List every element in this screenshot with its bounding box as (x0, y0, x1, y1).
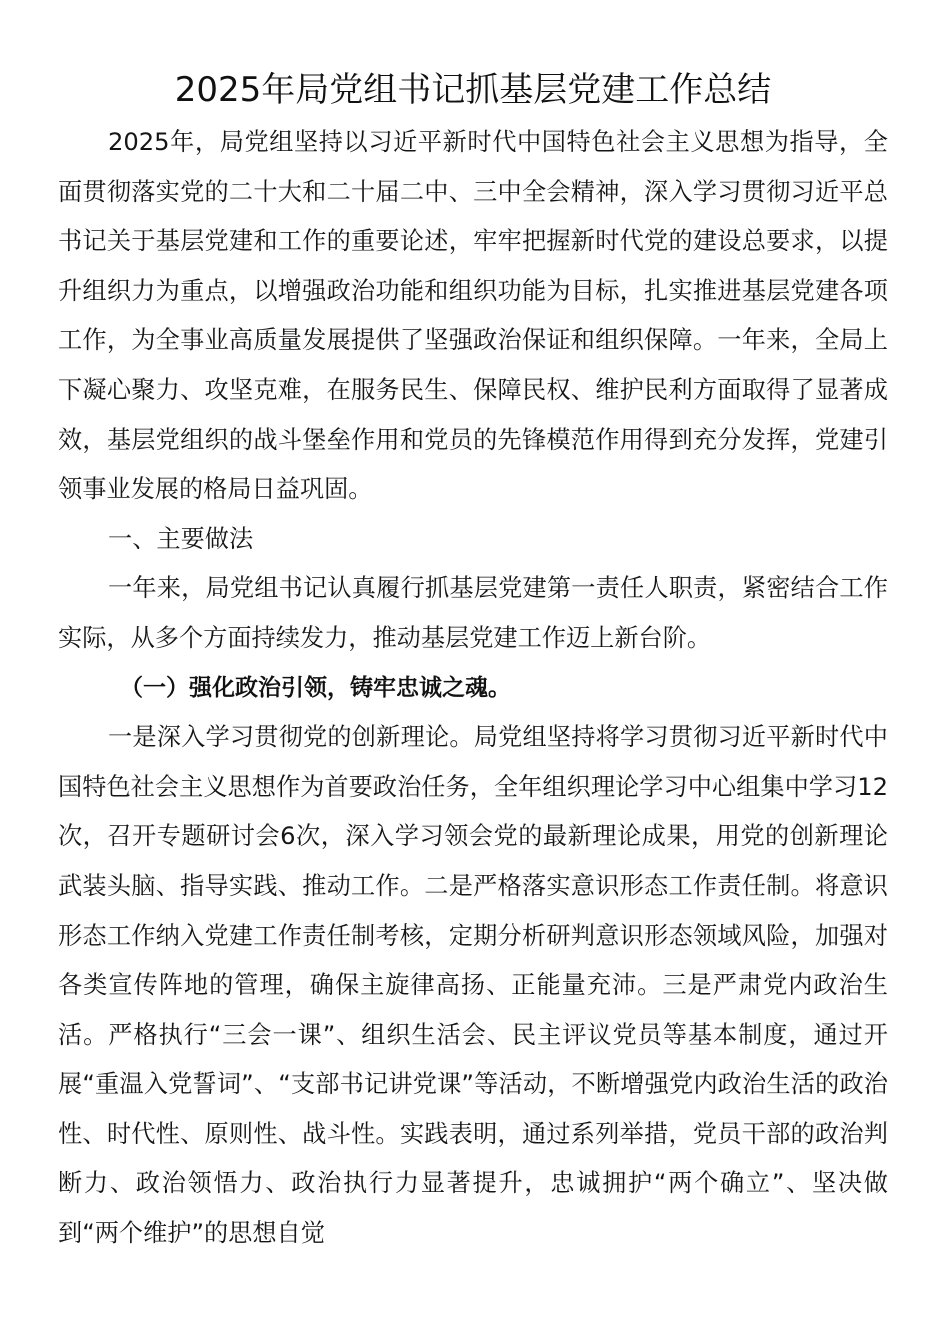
section-heading-main-practices: 一、主要做法 (108, 524, 254, 553)
document-page (58, 62, 888, 1259)
subsection-body-paragraph: 一是深入学习贯彻党的创新理论。局党组坚持将学习贯彻习近平新时代中国特色社会主义思想作为首要政治任务，全年组织理论学习中心组集中学习12次，召开专题研讨会6次，深入学习领会党的最新理论成果，用党的创新理论武装头脑、指导实践、推动工作。二是严格落实意识形态工作责任制。将意识形态工作纳入党建工作责任制考核，定期分析研判意识形态领域风险，加强对各类宣传阵地的管理，确保主旋律高扬、正能量充沛。三是严肃党内政治生活。严格执行“三会一课”、组织生活会、民主评议党员等基本制度，通过开展“重温入党誓词”、“支部书记讲党课”等活动，不断增强党内政治生活的政治性、时代性、原则性、战斗性。实践表明，通过系列举措，党员干部的政治判断力、政治领悟力、政治执行力显著提升，忠诚拥护“两个确立”、坚决做到“两个维护”的思想自觉 (58, 723, 888, 1248)
document-title: 2025年局党组书记抓基层党建工作总结 (174, 70, 772, 110)
subsection-heading-political-leadership: （一）强化政治引领，铸牢忠诚之魂。 (120, 674, 511, 701)
section-intro-paragraph: 一年来，局党组书记认真履行抓基层党建第一责任人职责，紧密结合工作实际，从多个方面持续发力，推动基层党建工作迈上新台阶。 (58, 574, 888, 652)
intro-paragraph: 2025年，局党组坚持以习近平新时代中国特色社会主义思想为指导，全面贯彻落实党的二十大和二十届二中、三中全会精神，深入学习贯彻习近平总书记关于基层党建和工作的重要论述，牢牢把握新时代党的建设总要求，以提升组织力为重点，以增强政治功能和组织功能为目标，扎实推进基层党建各项工作，为全事业高质量发展提供了坚强政治保证和组织保障。一年来，全局上下凝心聚力、攻坚克难，在服务民生、保障民权、维护民利方面取得了显著成效，基层党组织的战斗堡垒作用和党员的先锋模范作用得到充分发挥，党建引领事业发展的格局日益巩固。 (58, 128, 888, 504)
